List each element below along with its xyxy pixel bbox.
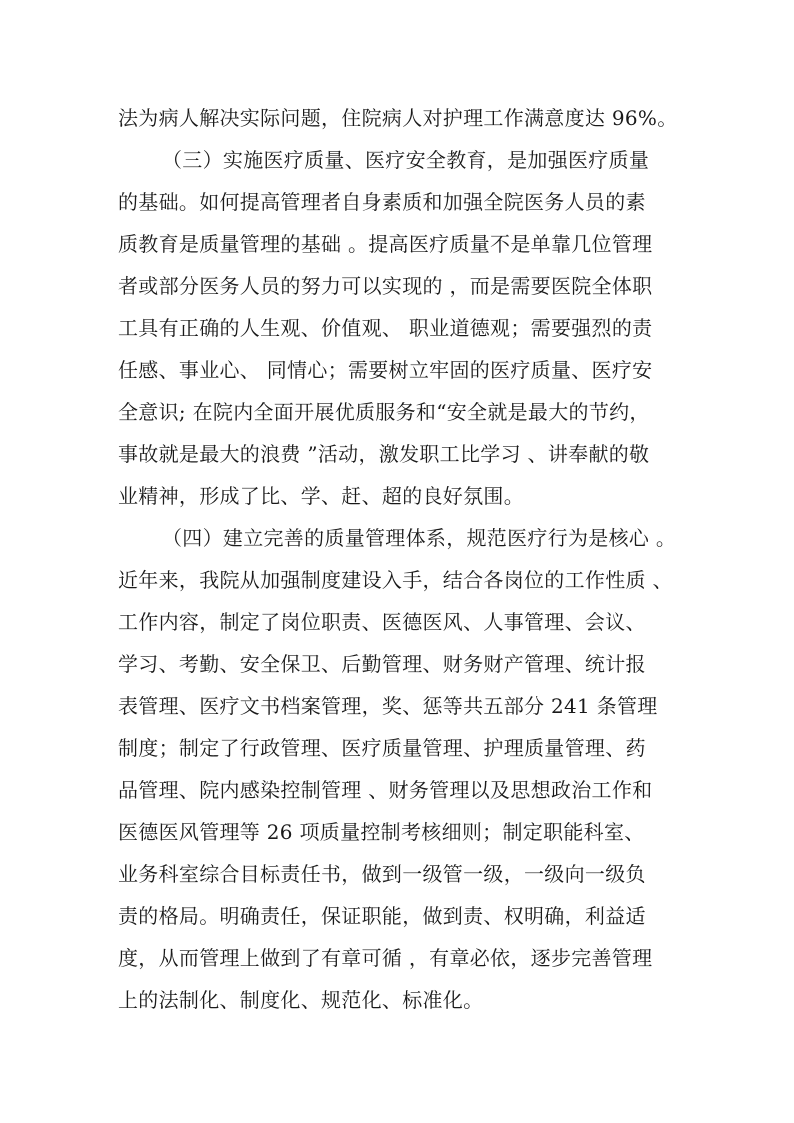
section-3-heading-line: （三）实施医疗质量、医疗安全教育，是加强医疗质量 xyxy=(162,148,650,172)
paragraph-line: 工具有正确的人生观、价值观、 职业道德观；需要强烈的责 xyxy=(118,316,653,340)
paragraph-line: 全意识; 在院内全面开展优质服务和“安全就是最大的节约， xyxy=(118,400,650,424)
paragraph-line: 任感、事业心、 同情心；需要树立牢固的医疗质量、医疗安 xyxy=(118,358,653,382)
paragraph-line: 制度；制定了行政管理、医疗质量管理、护理质量管理、药 xyxy=(118,736,646,760)
paragraph-line: 近年来，我院从加强制度建设入手，结合各岗位的工作性质 、 xyxy=(118,568,673,592)
paragraph-line: 表管理、医疗文书档案管理，奖、惩等共五部分 241 条管理 xyxy=(118,694,658,718)
paragraph-line: 质教育是质量管理的基础 。提高医疗质量不是单靠几位管理 xyxy=(118,232,653,256)
paragraph-line: 法为病人解决实际问题，住院病人对护理工作满意度达 96%。 xyxy=(118,106,678,130)
paragraph-line: 者或部分医务人员的努力可以实现的 ，而是需要医院全体职 xyxy=(118,274,653,298)
paragraph-line: 业精神，形成了比、学、赶、超的良好氛围。 xyxy=(118,484,524,508)
paragraph-line: 的基础。如何提高管理者自身素质和加强全院医务人员的素 xyxy=(118,190,646,214)
paragraph-line: 事故就是最大的浪费 ”活动，激发职工比学习 、讲奉献的敬 xyxy=(118,442,650,466)
paragraph-line: 责的格局。明确责任，保证职能，做到责、权明确，利益适 xyxy=(118,904,646,928)
section-4-heading-line: （四）建立完善的质量管理体系，规范医疗行为是核心 。 xyxy=(162,526,677,550)
paragraph-line: 学习、考勤、安全保卫、后勤管理、财务财产管理、统计报 xyxy=(118,652,646,676)
paragraph-line: 品管理、院内感染控制管理 、财务管理以及思想政治工作和 xyxy=(118,778,653,802)
paragraph-line: 医德医风管理等 26 项质量控制考核细则；制定职能科室、 xyxy=(118,820,645,844)
paragraph-line: 业务科室综合目标责任书，做到一级管一级，一级向一级负 xyxy=(118,862,646,886)
paragraph-line: 上的法制化、制度化、规范化、标准化。 xyxy=(118,988,484,1012)
paragraph-line: 度，从而管理上做到了有章可循 ，有章必依，逐步完善管理 xyxy=(118,946,653,970)
paragraph-line: 工作内容，制定了岗位职责、医德医风、人事管理、会议、 xyxy=(118,610,646,634)
